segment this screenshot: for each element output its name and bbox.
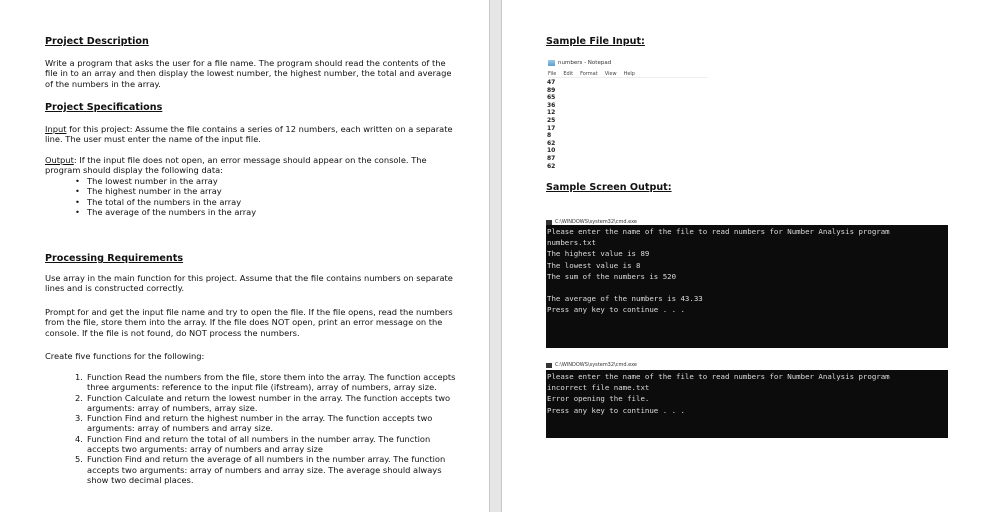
number-line: 65 (547, 94, 556, 102)
cmd-icon (546, 363, 552, 368)
notepad-icon (548, 60, 555, 66)
console-1-output: Please enter the name of the file to read numbers for Number Analysis program numbers.txt The highest value is 89 The lowest value is 8 The sum of the numbers is 520 The average of the numbers is 43.33 Press any key to continue . . . (546, 225, 948, 348)
number-line: 62 (547, 139, 556, 147)
description-text: Write a program that asks the user for a file name. The program should read the contents of the file in to an array and then display the lowest number, the highest number, the total and average of the numbers in the array. (45, 58, 452, 89)
input-text: for this project: Assume the file contains a series of 12 numbers, each written on a separate line. The user must enter the name of the input file. (45, 124, 453, 145)
number-line: 10 (547, 147, 556, 155)
function-item: 5. Function Find and return the average of all numbers in the number array. The function accepts two arguments: array of numbers and array size. The average should always show two decimal places. (75, 454, 446, 485)
heading-sample-screen-output: Sample Screen Output: (546, 182, 672, 193)
menu-help[interactable]: Help (623, 71, 635, 77)
console-2-titlebar: C:\WINDOWS\system32\cmd.exe (546, 362, 637, 368)
menu-edit[interactable]: Edit (563, 71, 574, 77)
number-line: 62 (547, 162, 556, 170)
heading-processing-requirements: Processing Requirements (45, 253, 184, 264)
heading-project-description: Project Description (45, 36, 149, 47)
number-line: 8 (547, 132, 552, 140)
number-line: 36 (547, 101, 556, 109)
number-line: 89 (547, 86, 556, 94)
input-paragraph (45, 124, 455, 145)
output-paragraph (45, 155, 455, 176)
bullet-item: • The highest number in the array (45, 186, 455, 196)
processing-paragraph-3: Create five functions for the following: (45, 351, 205, 361)
output-bullet-list (45, 176, 455, 217)
menu-view[interactable]: View (604, 71, 617, 77)
processing-paragraph-1: Use array in the main function for this project. Assume that the file contains numbers on separate lines and is constructed correctly. (45, 273, 453, 294)
notepad-content (547, 79, 555, 170)
function-item: 4. Function Find and return the total of all numbers in the number array. The function accepts two arguments: array of numbers and array size (75, 433, 431, 455)
number-line: 25 (547, 116, 556, 124)
console-1-titlebar: C:\WINDOWS\system32\cmd.exe (546, 219, 637, 225)
notepad-title: numbers - Notepad (558, 60, 612, 66)
heading-project-specifications: Project Specifications (45, 102, 163, 113)
page-gap (489, 0, 502, 512)
notepad-titlebar (548, 60, 611, 66)
number-line: 47 (547, 79, 556, 86)
number-line: 17 (547, 124, 556, 132)
bullet-item: • The lowest number in the array (45, 176, 455, 186)
console-2-output: Please enter the name of the file to read numbers for Number Analysis program incorrect file name.txt Error opening the file. Press any key to continue . . . (546, 370, 948, 438)
functions-list (45, 372, 457, 485)
cmd-icon (546, 220, 552, 225)
menu-format[interactable]: Format (580, 71, 598, 77)
function-item: 2. Function Calculate and return the lowest number in the array. The function accepts two arguments: array of numbers, array size. (75, 392, 451, 413)
function-item: 3. Function Find and return the highest number in the array. The function accepts two arguments: array of numbers and array size. (75, 413, 433, 434)
bullet-item: • The average of the numbers in the array (45, 207, 455, 217)
output-label: Output (45, 155, 74, 165)
menu-file[interactable]: File (548, 71, 557, 77)
number-line: 12 (547, 109, 556, 117)
processing-paragraph-2: Prompt for and get the input file name and try to open the file. If the file opens, read the numbers from the file, store them into the array. If the file does NOT open, print an error message on the console. If the file is not found, do NOT process the numbers. (45, 307, 453, 338)
heading-sample-file-input: Sample File Input: (546, 36, 645, 47)
input-label: Input (45, 124, 67, 134)
notepad-menubar (548, 71, 708, 78)
bullet-item: • The total of the numbers in the array (45, 197, 455, 207)
function-item: 1. Function Read the numbers from the file, store them into the array. The function accepts three arguments: reference to the input file (ifstream), array of numbers, array size. (75, 372, 456, 393)
output-text: : If the input file does not open, an error message should appear on the console. The program should display the following data: (45, 155, 427, 176)
number-line: 87 (547, 154, 556, 162)
